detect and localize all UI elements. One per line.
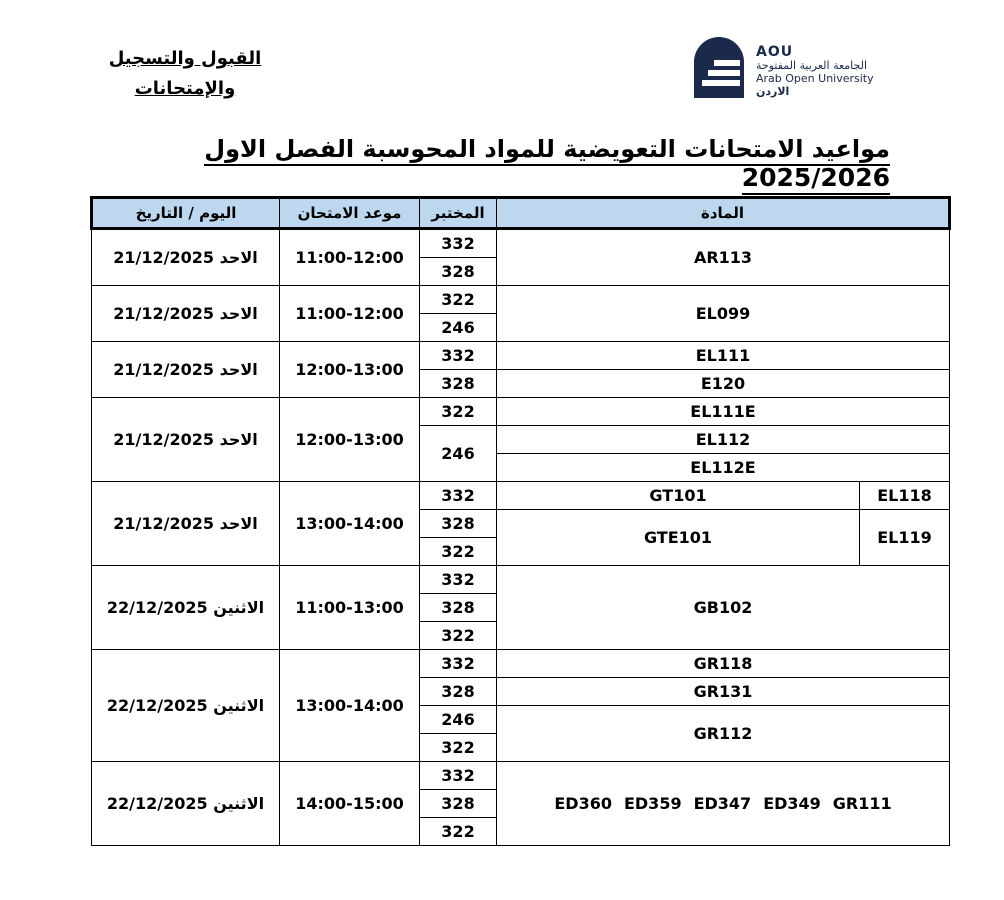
subject-cell: GR112 xyxy=(497,706,950,762)
day-label: الاثنين xyxy=(213,598,265,617)
date-label: 21/12/2025 xyxy=(113,304,214,323)
lab-cell: 322 xyxy=(420,734,497,762)
logo-abbr: AOU xyxy=(756,44,794,60)
table-row xyxy=(92,762,950,790)
logo-text xyxy=(756,46,874,98)
lab-cell: 332 xyxy=(420,342,497,370)
lab-cell: 328 xyxy=(420,258,497,286)
table-row xyxy=(92,566,950,594)
lab-cell: 328 xyxy=(420,790,497,818)
subject-code: GR111 xyxy=(832,794,892,813)
subject-code: ED360 xyxy=(554,794,612,813)
subject-cell xyxy=(497,762,950,846)
subject-cell: AR113 xyxy=(497,229,950,286)
day-date-cell xyxy=(92,286,280,342)
logo-arabic-name: الجامعة العربية المفتوحة xyxy=(756,59,868,72)
lab-cell: 322 xyxy=(420,818,497,846)
subject-cell: GR118 xyxy=(497,650,950,678)
time-cell: 12:00-13:00 xyxy=(280,342,420,398)
day-label: الاحد xyxy=(219,430,258,449)
day-date-cell xyxy=(92,398,280,482)
time-cell: 13:00-14:00 xyxy=(280,650,420,762)
subject-cell: EL112 xyxy=(497,426,950,454)
lab-cell: 328 xyxy=(420,594,497,622)
lab-cell: 328 xyxy=(420,510,497,538)
day-date-cell xyxy=(92,342,280,398)
header-day-date: اليوم / التاريخ xyxy=(92,198,280,229)
day-label: الاثنين xyxy=(213,794,265,813)
aou-logo-icon xyxy=(692,36,746,98)
title-text: مواعيد الامتحانات التعويضية للمواد المحوسبة الفصل الاول xyxy=(204,135,890,166)
lab-cell: 328 xyxy=(420,678,497,706)
lab-cell: 332 xyxy=(420,482,497,510)
date-label: 21/12/2025 xyxy=(113,430,214,449)
day-label: الاحد xyxy=(219,360,258,379)
date-label: 21/12/2025 xyxy=(113,514,214,533)
day-date-cell xyxy=(92,762,280,846)
day-label: الاحد xyxy=(219,248,258,267)
header-time: موعد الامتحان xyxy=(280,198,420,229)
date-label: 21/12/2025 xyxy=(113,248,214,267)
subject-cell: EL111E xyxy=(497,398,950,426)
lab-cell: 322 xyxy=(420,286,497,314)
lab-cell: 322 xyxy=(420,622,497,650)
subject-cell: EL111 xyxy=(497,342,950,370)
subject-cell: GR131 xyxy=(497,678,950,706)
department-line-2: والإمتحانات xyxy=(134,78,236,99)
day-label: الاثنين xyxy=(213,696,265,715)
time-cell: 11:00-12:00 xyxy=(280,286,420,342)
day-date-cell xyxy=(92,650,280,762)
time-cell: 12:00-13:00 xyxy=(280,398,420,482)
lab-cell: 246 xyxy=(420,314,497,342)
logo-country: الاردن xyxy=(756,85,790,98)
day-label: الاحد xyxy=(219,514,258,533)
day-date-cell xyxy=(92,482,280,566)
lab-cell: 328 xyxy=(420,370,497,398)
table-row xyxy=(92,482,950,510)
page-title xyxy=(90,135,890,192)
lab-cell: 332 xyxy=(420,650,497,678)
table-row xyxy=(92,286,950,314)
date-label: 22/12/2025 xyxy=(106,598,208,617)
day-date-cell xyxy=(92,229,280,286)
title-year: 2025/2026 xyxy=(742,163,890,195)
time-cell: 11:00-12:00 xyxy=(280,229,420,286)
subject-cell: GT101 xyxy=(497,482,860,510)
lab-cell: 332 xyxy=(420,762,497,790)
exam-schedule-table xyxy=(90,196,951,846)
table-row xyxy=(92,342,950,370)
day-label: الاحد xyxy=(219,304,258,323)
table-row xyxy=(92,398,950,426)
table-row xyxy=(92,229,950,258)
subject-code: ED349 xyxy=(763,794,821,813)
department-heading xyxy=(90,44,280,104)
university-logo xyxy=(692,36,902,102)
day-date-cell xyxy=(92,566,280,650)
lab-cell: 246 xyxy=(420,706,497,734)
logo-english-name: Arab Open University xyxy=(756,72,874,85)
date-label: 22/12/2025 xyxy=(106,696,208,715)
header-subject: المادة xyxy=(497,198,950,229)
lab-cell: 332 xyxy=(420,566,497,594)
subject-code: ED347 xyxy=(693,794,752,813)
lab-cell: 246 xyxy=(420,426,497,482)
subject-cell: GB102 xyxy=(497,566,950,650)
subject-cell: EL112E xyxy=(497,454,950,482)
lab-cell: 322 xyxy=(420,398,497,426)
subject-cell: E120 xyxy=(497,370,950,398)
lab-cell: 322 xyxy=(420,538,497,566)
subject-cell: EL118 xyxy=(860,482,950,510)
time-cell: 13:00-14:00 xyxy=(280,482,420,566)
department-line-1: القبول والتسجيل xyxy=(108,48,262,69)
subject-code: ED359 xyxy=(623,794,682,813)
table-row xyxy=(92,650,950,678)
subject-cell: EL099 xyxy=(497,286,950,342)
time-cell: 14:00-15:00 xyxy=(280,762,420,846)
lab-cell: 332 xyxy=(420,229,497,258)
header-lab: المختبر xyxy=(420,198,497,229)
time-cell: 11:00-13:00 xyxy=(280,566,420,650)
date-label: 21/12/2025 xyxy=(113,360,214,379)
table-header-row xyxy=(92,198,950,229)
subject-cell: GTE101 xyxy=(497,510,860,566)
subject-cell: EL119 xyxy=(860,510,950,566)
date-label: 22/12/2025 xyxy=(106,794,208,813)
